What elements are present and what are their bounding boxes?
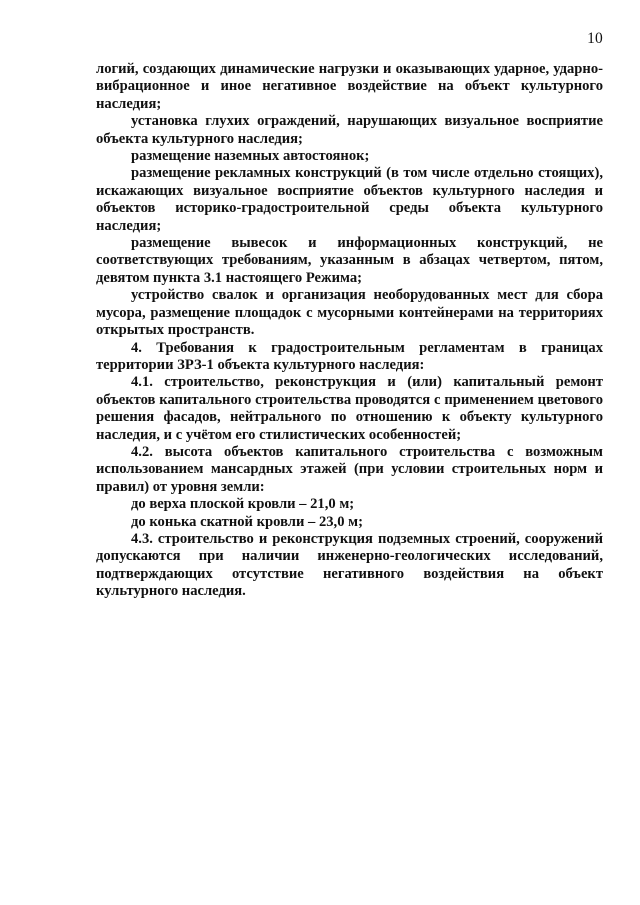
section-4-heading: 4. Требования к градостроительным регламентам в границах территории ЗРЗ-1 объекта культурного наследия: [96,339,603,373]
paragraph-pitched-roof-height: до конька скатной кровли – 23,0 м; [131,513,363,530]
paragraph-signboards: размещение вывесок и информационных конструкций, не соответствующих требованиям, указанным в абзацах четвертом, пятом, девятом пункта 3.1 настоящего Режима; [96,235,603,286]
paragraph-blind-fences: установка глухих ограждений, нарушающих визуальное восприятие объекта культурного наследия; [96,113,603,147]
page-number: 10 [587,30,603,47]
paragraph-4-1: 4.1. строительство, реконструкция и (или) капитальный ремонт объектов капитального строительства проводятся с применением цветового решения фасадов, нейтрального по отношению к объекту культурного наследия, и с учётом его стилистических особенностей; [96,374,603,443]
paragraph-flat-roof-height: до верха плоской кровли – 21,0 м; [131,496,355,513]
paragraph-dumps: устройство свалок и организация необорудованных мест для сбора мусора, размещение площадок с мусорными контейнерами на территориях открытых пространств. [96,287,603,339]
paragraph-continuation: логий, создающих динамические нагрузки и оказывающих ударное, ударно-вибрационное и иное негативное воздействие на объект культурного наследия; [96,61,603,112]
paragraph-4-3: 4.3. строительство и реконструкция подземных строений, сооружений допускаются при наличии инженерно-геологических исследований, подтверждающих отсутствие негативного воздействия на объект культурного наследия. [96,530,603,600]
paragraph-parking: размещение наземных автостоянок; [131,148,370,165]
paragraph-4-2: 4.2. высота объектов капитального строительства с возможным использованием мансардных этажей (при условии строительных норм и правил) от уровня земли: [96,443,603,495]
paragraph-advertising: размещение рекламных конструкций (в том числе отдельно стоящих), искажающих визуальное восприятие объектов культурного наследия и объектов историко-градостроительной среды объекта культурного наследия; [96,165,603,234]
document-body [96,61,603,601]
